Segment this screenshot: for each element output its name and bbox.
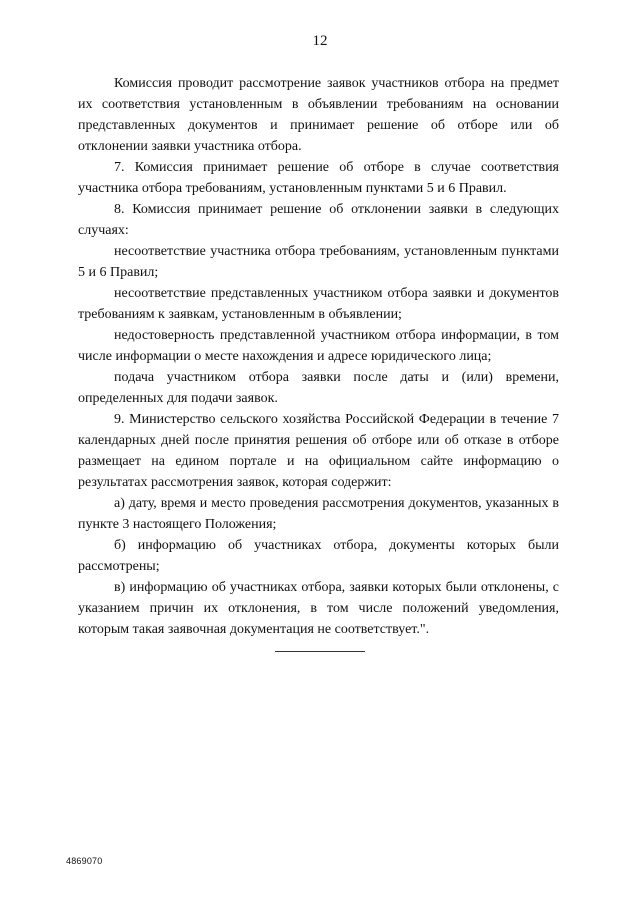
document-code: 4869070 <box>66 856 103 866</box>
paragraph-item-7: 7. Комиссия принимает решение об отборе в случае соответствия участника отбора требованиям, установленным пунктами 5 и 6 Правил. <box>78 160 559 196</box>
paragraph-rejection-reason-4: подача участником отбора заявки после даты и (или) времени, определенных для подачи заявок. <box>78 370 559 406</box>
paragraph-item-9-b: б) информацию об участниках отбора, документы которых были рассмотрены; <box>78 538 559 574</box>
paragraph-rejection-reason-2: несоответствие представленных участником отбора заявки и документов требованиям к заявкам, установленным в объявлении; <box>78 286 559 322</box>
paragraph-rejection-reason-1: несоответствие участника отбора требованиям, установленным пунктами 5 и 6 Правил; <box>78 244 559 280</box>
end-separator-line <box>275 651 365 652</box>
paragraph-item-9-a: а) дату, время и место проведения рассмотрения документов, указанных в пункте 3 настоящего Положения; <box>78 496 559 532</box>
paragraph-item-9: 9. Министерство сельского хозяйства Российской Федерации в течение 7 календарных дней после принятия решения об отборе или об отказе в отборе размещает на едином портале и на официальном сайте информацию о результатах рассмотрения заявок, которая содержит: <box>78 412 559 490</box>
page-number: 12 <box>312 33 328 49</box>
document-body <box>78 73 559 640</box>
paragraph-item-8: 8. Комиссия принимает решение об отклонении заявки в следующих случаях: <box>78 202 559 238</box>
paragraph-item-9-v: в) информацию об участниках отбора, заявки которых были отклонены, с указанием причин их отклонения, в том числе положений уведомления, которым такая заявочная документация не соответствует.". <box>78 580 559 637</box>
paragraph-rejection-reason-3: недостоверность представленной участником отбора информации, в том числе информации о месте нахождения и адресе юридического лица; <box>78 328 559 364</box>
paragraph-commission-review: Комиссия проводит рассмотрение заявок участников отбора на предмет их соответствия установленным в объявлении требованиям на основании представленных документов и принимает решение об отборе или об отклонении заявки участника отбора. <box>78 76 559 154</box>
